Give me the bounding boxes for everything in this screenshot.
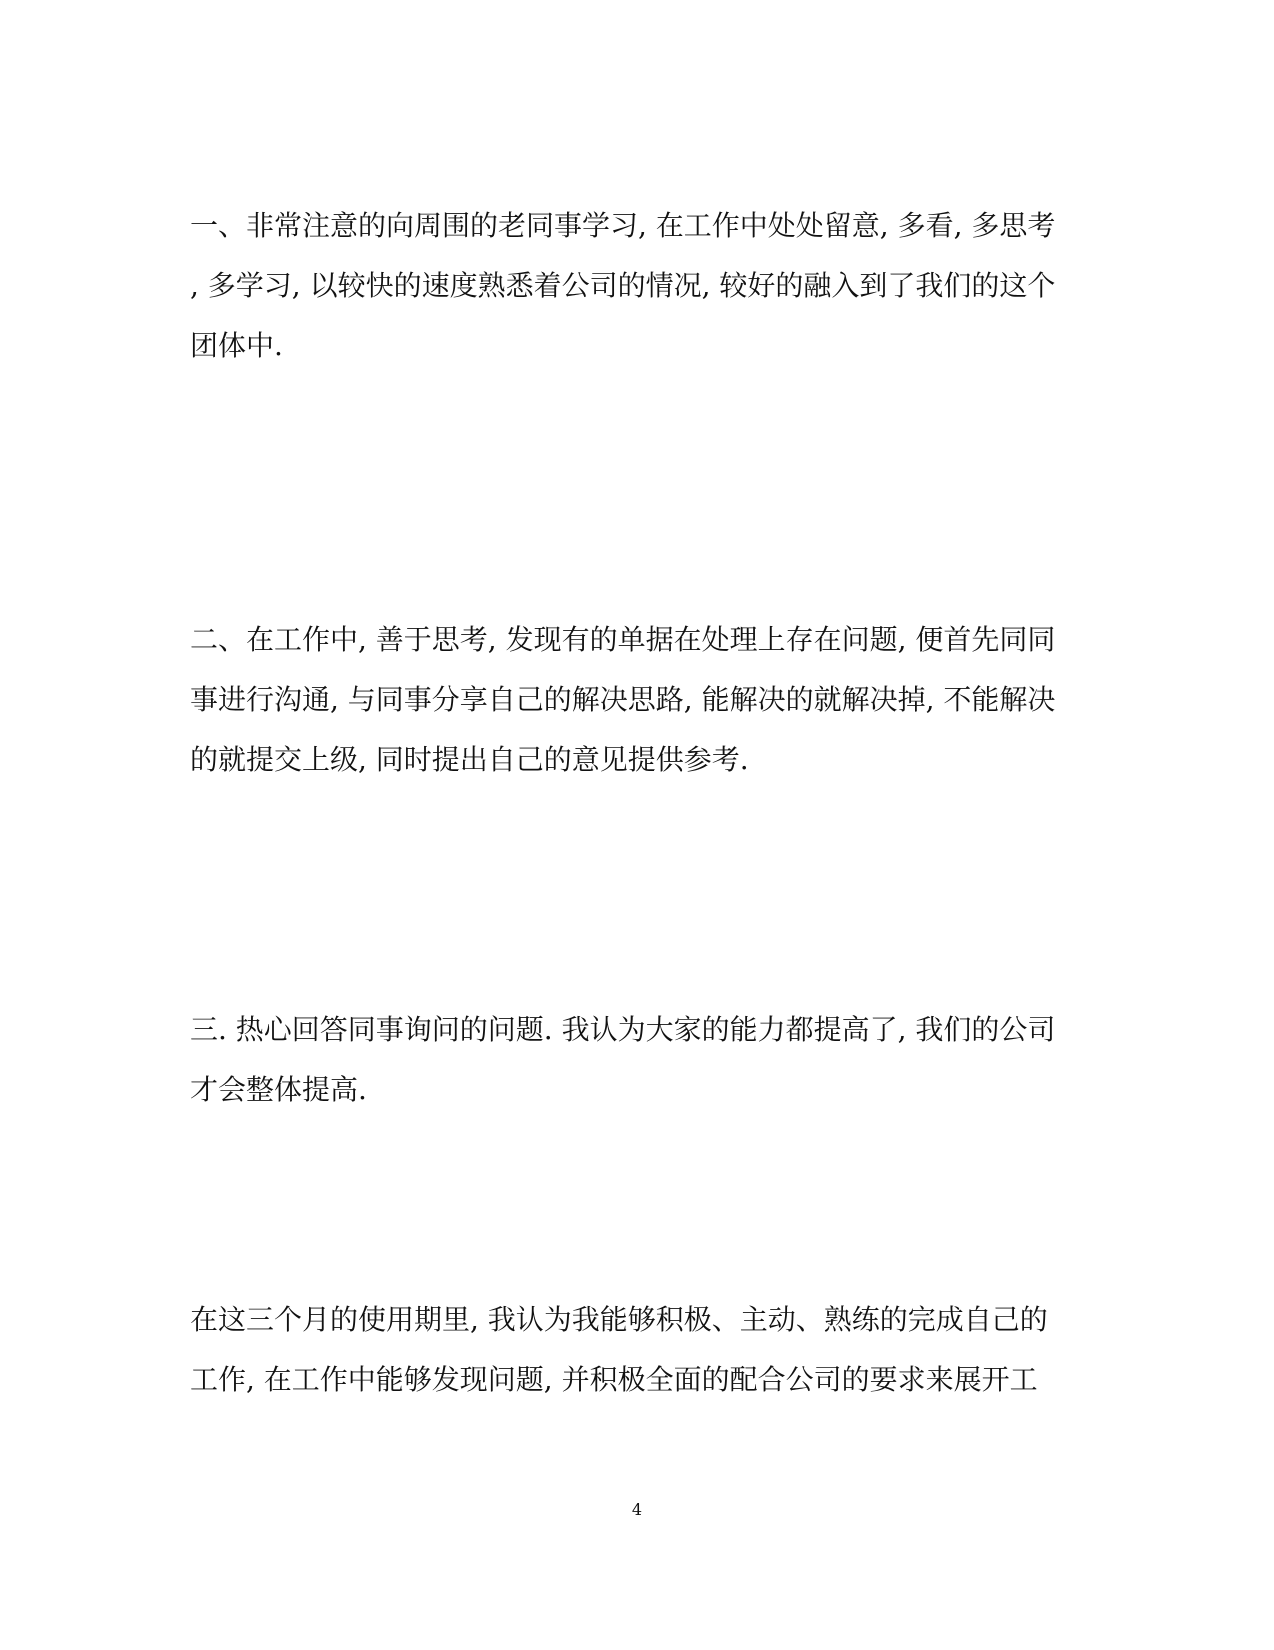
page-number: 4 (631, 1500, 643, 1519)
paragraph-line: 在这三个月的使用期里, 我认为我能够积极、主动、熟练的完成自己的 (190, 1303, 1048, 1336)
paragraph-line: 的就提交上级, 同时提出自己的意见提供参考. (190, 743, 749, 776)
paragraph-line: 团体中. (190, 329, 283, 362)
paragraph-1 (190, 196, 1080, 376)
paragraph-line: 事进行沟通, 与同事分享自己的解决思路, 能解决的就解决掉, 不能解决 (190, 683, 1056, 716)
paragraph-3 (190, 1000, 1080, 1120)
paragraph-line: 一、非常注意的向周围的老同事学习, 在工作中处处留意, 多看, 多思考 (190, 209, 1056, 242)
paragraph-2 (190, 610, 1080, 790)
paragraph-line: 二、在工作中, 善于思考, 发现有的单据在处理上存在问题, 便首先同同 (190, 623, 1056, 656)
paragraph-line: 三. 热心回答同事询问的问题. 我认为大家的能力都提高了, 我们的公司 (190, 1013, 1056, 1046)
paragraph-line: 工作, 在工作中能够发现问题, 并积极全面的配合公司的要求来展开工 (190, 1363, 1038, 1396)
paragraph-line: , 多学习, 以较快的速度熟悉着公司的情况, 较好的融入到了我们的这个 (190, 269, 1056, 302)
paragraph-4 (190, 1290, 1080, 1410)
paragraph-line: 才会整体提高. (190, 1073, 367, 1106)
